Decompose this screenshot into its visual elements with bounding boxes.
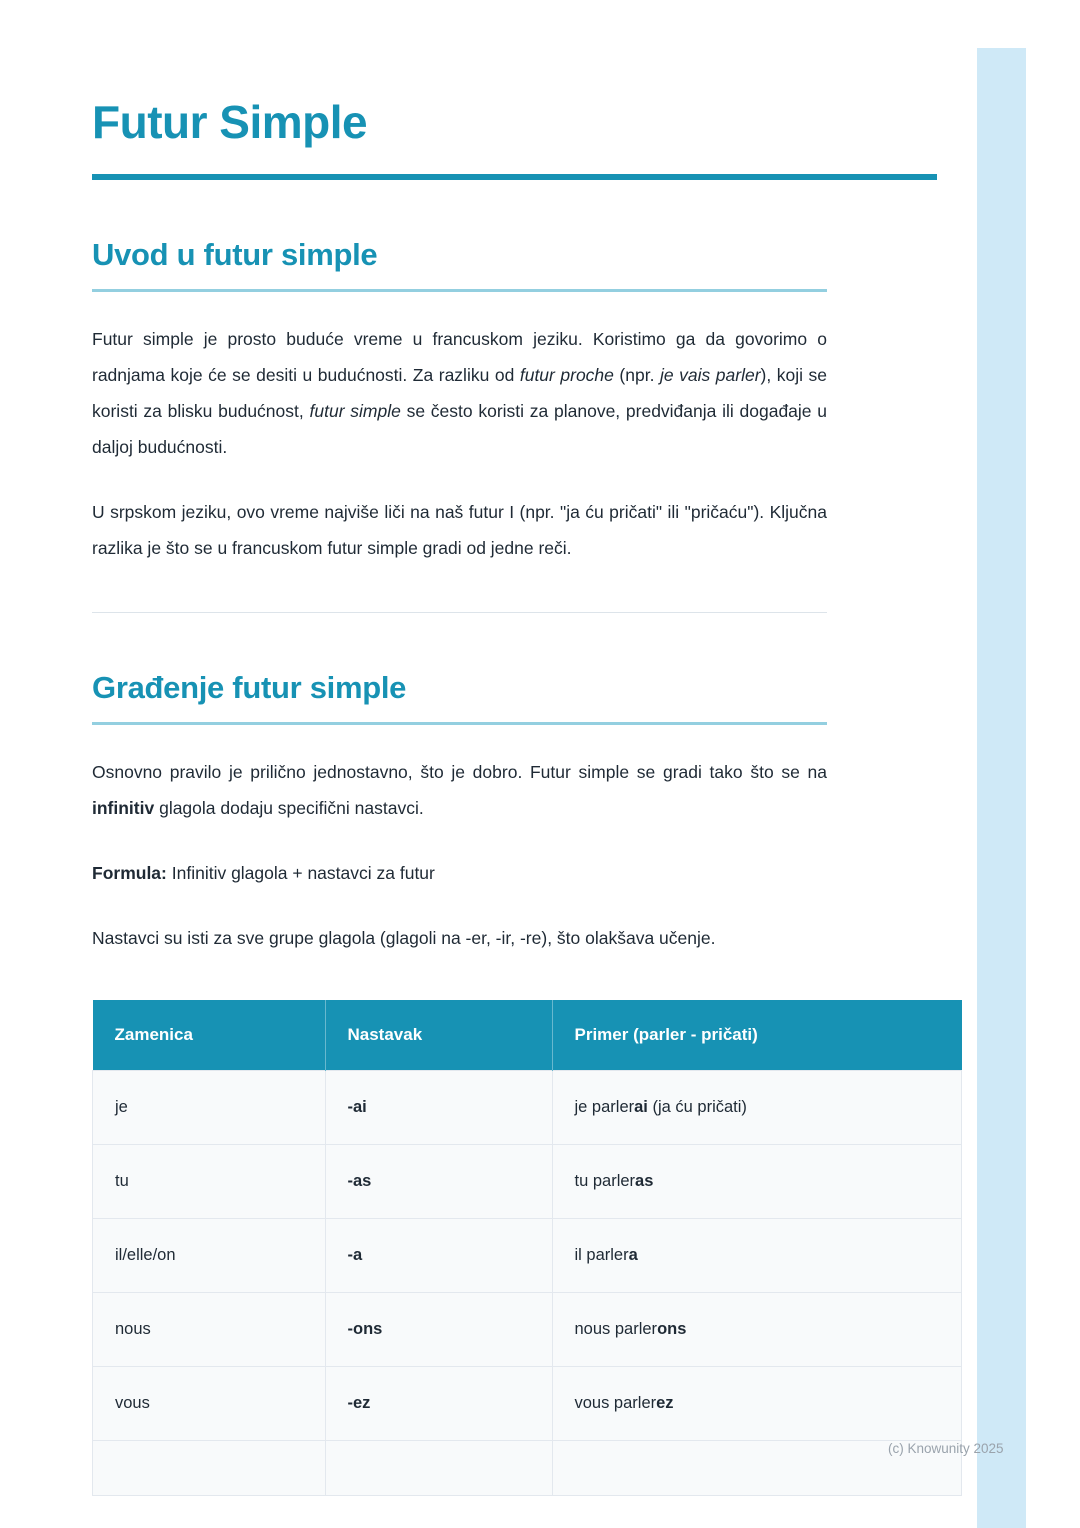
table-cell: -ez (325, 1367, 552, 1441)
table-cell: -ai (325, 1071, 552, 1145)
table-cell (325, 1441, 552, 1496)
table-row (93, 1293, 962, 1367)
heading-rule (92, 289, 827, 292)
table-cell: -as (325, 1145, 552, 1219)
conjugation-table (92, 1000, 962, 1496)
table-cell: nous parlerons (552, 1293, 962, 1367)
paragraph: Futur simple je prosto buduće vreme u francuskom jeziku. Koristimo ga da govorimo o radnjama koje će se desiti u budućnosti. Za razliku od futur proche (npr. je vais parler), koji se koristi za blisku budućnost, futur simple se često koristi za planove, predviđanja ili događaje u daljoj budućnosti. (92, 329, 828, 458)
table-cell (93, 1441, 326, 1496)
table-header-cell: Zamenica (93, 1000, 326, 1071)
paragraph: U srpskom jeziku, ovo vreme najviše liči na naš futur I (npr. "ja ću pričati" ili "pričaću"). Ključna razlika je što se u francuskom futur simple gradi od jedne reči. (92, 502, 827, 559)
table-cell: vous (93, 1367, 326, 1441)
table-cell: il/elle/on (93, 1219, 326, 1293)
table-row (93, 1367, 962, 1441)
table-row (93, 1071, 962, 1145)
table-cell: -ons (325, 1293, 552, 1367)
copyright-footer: (c) Knowunity 2025 (888, 1441, 1004, 1456)
table-cell: je parlerai (ja ću pričati) (552, 1071, 962, 1145)
table-cell: -a (325, 1219, 552, 1293)
section-divider (92, 612, 827, 613)
page-side-stripe (977, 48, 1026, 1528)
sections (92, 238, 827, 1496)
table-header-row (93, 1000, 962, 1071)
table-row (93, 1441, 962, 1496)
table-row (93, 1219, 962, 1293)
table-cell: il parlera (552, 1219, 962, 1293)
title-rule (92, 174, 937, 180)
table-cell: tu parleras (552, 1145, 962, 1219)
table-header-cell: Nastavak (325, 1000, 552, 1071)
table-cell: je (93, 1071, 326, 1145)
table-cell: nous (93, 1293, 326, 1367)
table-row (93, 1145, 962, 1219)
heading-rule (92, 722, 827, 725)
table-cell: vous parlerez (552, 1367, 962, 1441)
table-header-cell: Primer (parler - pričati) (552, 1000, 962, 1071)
paragraph: Formula: Infinitiv glagola + nastavci za futur (92, 863, 435, 884)
table-cell: tu (93, 1145, 326, 1219)
section-heading: Građenje futur simple (92, 670, 407, 706)
paragraph: Nastavci su isti za sve grupe glagola (glagoli na -er, -ir, -re), što olakšava učenje. (92, 928, 716, 949)
section-heading: Uvod u futur simple (92, 237, 378, 273)
page-title: Futur Simple (92, 96, 368, 148)
content (92, 0, 827, 1496)
paragraph: Osnovno pravilo je prilično jednostavno, što je dobro. Futur simple se gradi tako što se na infinitiv glagola dodaju specifični nastavci. (92, 762, 827, 819)
